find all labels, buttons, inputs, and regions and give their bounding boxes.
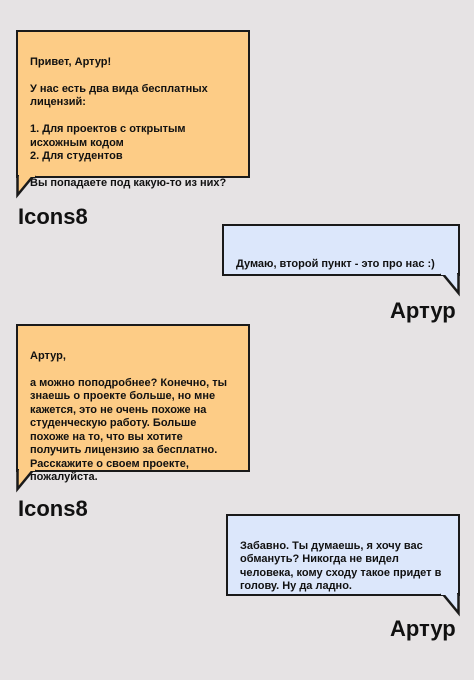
message-bubble-user-2 <box>226 514 460 596</box>
sender-name-icons8: Icons8 <box>18 496 88 521</box>
sender-name-user: Артур <box>390 298 456 323</box>
message-bubble-icons8-2 <box>16 324 250 483</box>
message-text: Думаю, второй пункт - это про нас :) <box>236 257 435 270</box>
message-text: Артур, а можно поподробнее? Конечно, ты знаешь о проекте больше, но мне кажется, это не очень похоже на студенческую работу. Больше похоже на то, что вы хотите получить лицензию за бесплатно. Расскажите о своем проекте, пожалуйста. <box>30 349 227 483</box>
bubble-tail-icon <box>16 469 56 499</box>
bubble-tail-icon <box>16 175 56 205</box>
message-text: Забавно. Ты думаешь, я хочу вас обмануть? Никогда не видел человека, кому сходу такое придет в голову. Ну да ладно. <box>240 539 442 592</box>
sender-name-icons8: Icons8 <box>18 204 88 229</box>
message-text: Привет, Артур! У нас есть два вида бесплатных лицензий: 1. Для проектов с открытым исхожным кодом 2. Для студентов Вы попадаете под какую-то из них? <box>30 55 227 189</box>
message-bubble-icons8-1 <box>16 30 250 189</box>
message-bubble-user-1 <box>222 224 460 276</box>
sender-name-user: Артур <box>390 616 456 641</box>
